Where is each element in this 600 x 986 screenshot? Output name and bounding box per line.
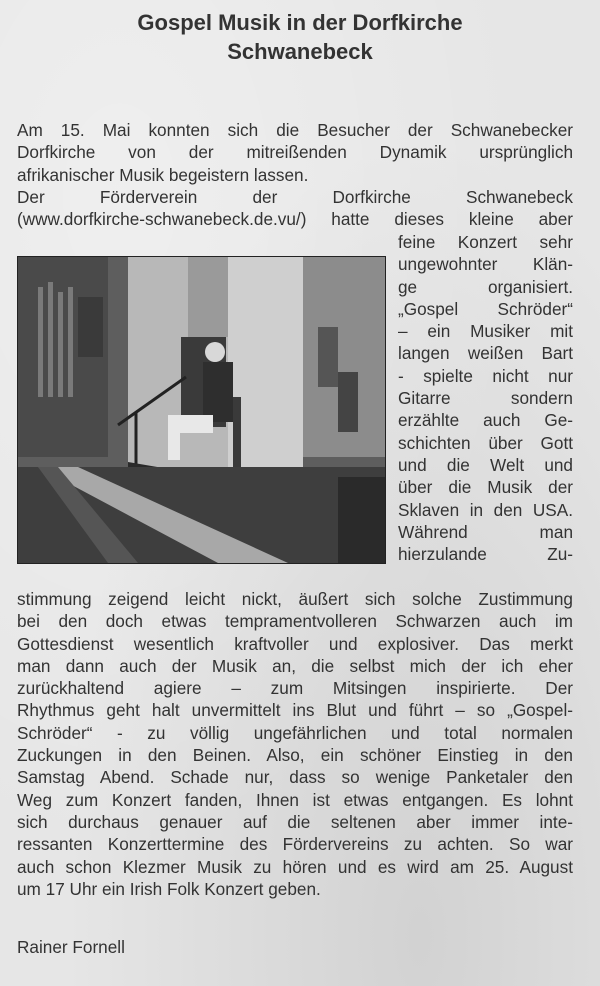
- text-line: sich durchaus genauer auf die seltenen aber immer inte-: [17, 811, 573, 832]
- text-line: Rhythmus geht halt unvermittelt ins Blut und führt – so „Gospel-: [17, 700, 573, 721]
- text-line: Weg zum Konzert fanden, Ihnen ist etwas entgangen. Es lohnt: [17, 789, 573, 810]
- text-line: Der Förderverein der Dorfkirche Schwanebeck: [17, 186, 573, 207]
- article-body: [17, 588, 573, 900]
- text-line: Samstag Abend. Schade nur, dass so wenige Panketaler den: [17, 767, 573, 788]
- text-line: Schröder“ - zu völlig ungefährlichen und total normalen: [17, 722, 573, 743]
- text-line: hierzulande Zu-: [398, 544, 573, 565]
- text-line: erzählte auch Ge-: [398, 410, 573, 431]
- text-line: – ein Musiker mit: [398, 321, 573, 342]
- author-byline: Rainer Fornell: [17, 937, 125, 957]
- text-line: ungewohnter Klän-: [398, 254, 573, 275]
- text-line: (www.dorfkirche-schwanebeck.de.vu/) hatte dieses kleine aber: [17, 209, 573, 230]
- text-line: ge organisiert.: [398, 276, 573, 297]
- text-line: stimmung zeigend leicht nickt, äußert sich solche Zustimmung: [17, 589, 573, 609]
- title-line-1: Gospel Musik in der Dorfkirche: [137, 10, 463, 35]
- text-line: feine Konzert sehr: [398, 232, 573, 252]
- text-line: - spielte nicht nur: [398, 365, 573, 386]
- text-line: Gitarre sondern: [398, 388, 573, 409]
- text-line: man dann auch der Musik an, die selbst mich der ich eher: [17, 655, 573, 676]
- text-line: auch schon Klezmer Musik zu hören und es wird am 25. August: [17, 856, 573, 877]
- text-line: und die Welt und: [398, 454, 573, 475]
- title-line-2: Schwanebeck: [227, 39, 373, 64]
- text-line: „Gospel Schröder“: [398, 298, 573, 319]
- text-line: Gottesdienst wesentlich kraftvoller und explosiver. Das merkt: [17, 633, 573, 654]
- text-line: Dorfkirche von der mitreißenden Dynamik ursprünglich: [17, 142, 573, 163]
- article-side-column: [398, 231, 573, 565]
- text-line: zurückhaltend agiere – zum Mitsingen inspirierte. Der: [17, 678, 573, 699]
- text-line: schichten über Gott: [398, 432, 573, 453]
- text-line: langen weißen Bart: [398, 343, 573, 364]
- text-line: afrikanischer Musik begeistern lassen.: [17, 164, 309, 185]
- article-intro: [17, 119, 573, 230]
- photo-illustration: [18, 257, 385, 563]
- text-line: Während man: [398, 521, 573, 542]
- article-title: [0, 8, 600, 66]
- text-line: Am 15. Mai konnten sich die Besucher der Schwanebecker: [17, 120, 573, 140]
- text-line: um 17 Uhr ein Irish Folk Konzert geben.: [17, 878, 321, 899]
- text-line: ressanten Konzerttermine des Fördervereins zu achten. So war: [17, 834, 573, 855]
- text-line: über die Musik der: [398, 477, 573, 498]
- text-line: Sklaven in den USA.: [398, 499, 573, 520]
- text-line: bei den doch etwas tempramentvolleren Schwarzen auch im: [17, 611, 573, 632]
- text-line: Zuckungen in den Beinen. Also, ein schöner Einstieg in den: [17, 745, 573, 766]
- concert-photo: [17, 256, 386, 564]
